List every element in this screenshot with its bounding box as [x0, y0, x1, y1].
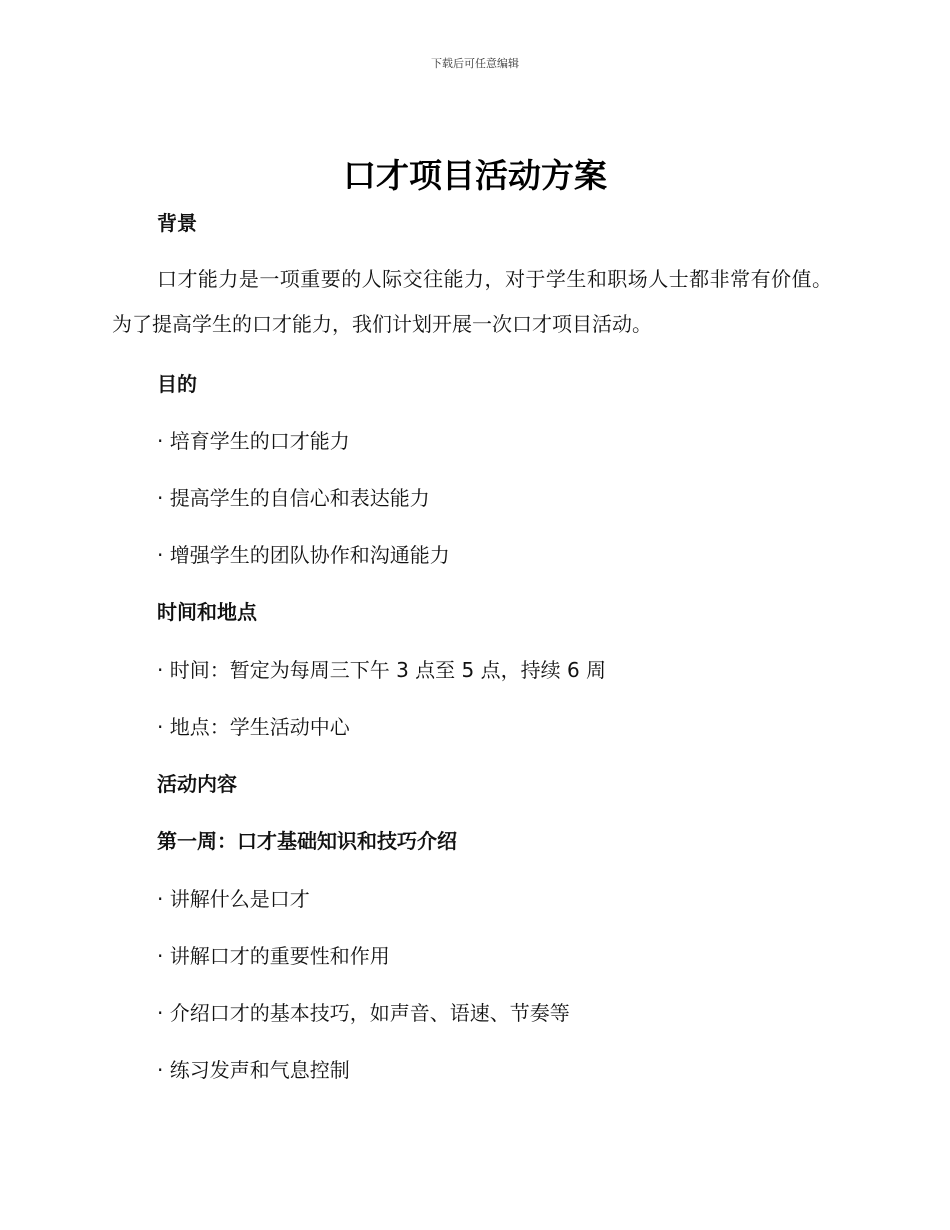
week1-heading: 第一周：口才基础知识和技巧介绍 — [157, 829, 457, 853]
page-header-note: 下载后可任意编辑 — [431, 57, 519, 70]
goal-item: · 培育学生的口才能力 — [157, 429, 350, 453]
background-paragraph: 口才能力是一项重要的人际交往能力，对于学生和职场人士都非常有价值。为了提高学生的口才能力，我们计划开展一次口才项目活动。 — [112, 267, 832, 336]
week1-item: · 练习发声和气息控制 — [157, 1058, 350, 1082]
document-title: 口才项目活动方案 — [343, 156, 607, 195]
place-item: · 地点：学生活动中心 — [157, 715, 350, 739]
section-heading-goals: 目的 — [157, 372, 197, 396]
section-heading-time-place: 时间和地点 — [157, 600, 257, 624]
goal-item: · 提高学生的自信心和表达能力 — [157, 486, 430, 510]
section-heading-background: 背景 — [157, 211, 197, 235]
week1-item: · 介绍口才的基本技巧，如声音、语速、节奏等 — [157, 1001, 570, 1025]
section-heading-activities: 活动内容 — [157, 772, 237, 796]
week1-item: · 讲解什么是口才 — [157, 887, 310, 911]
week1-item: · 讲解口才的重要性和作用 — [157, 944, 390, 968]
goal-item: · 增强学生的团队协作和沟通能力 — [157, 543, 450, 567]
time-item: · 时间：暂定为每周三下午 3 点至 5 点，持续 6 周 — [157, 658, 607, 682]
